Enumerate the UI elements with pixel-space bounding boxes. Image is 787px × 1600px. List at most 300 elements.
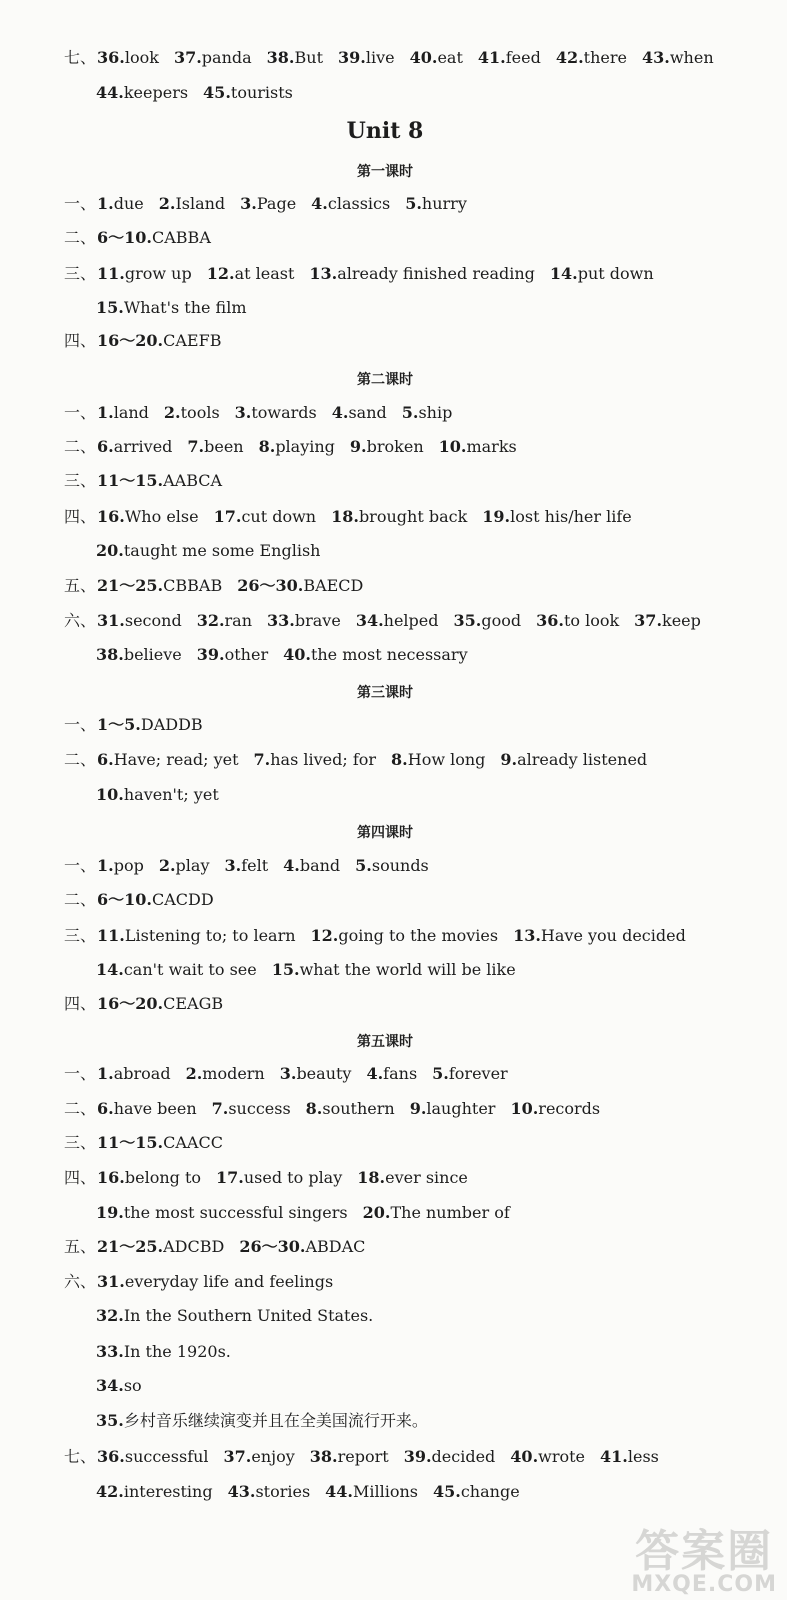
answer-text: to look — [563, 611, 620, 630]
answer-item — [355, 856, 429, 875]
answer-text: wrote — [538, 1447, 586, 1466]
question-number: 9. — [500, 750, 518, 769]
answer-line — [64, 1272, 348, 1292]
answer-item — [237, 576, 363, 595]
question-number: 11. — [97, 926, 125, 945]
answer-text: fans — [383, 1064, 418, 1083]
question-number: 14. — [96, 960, 124, 979]
answer-text: laughter — [426, 1099, 496, 1118]
answer-item — [410, 48, 463, 67]
answer-text: already finished reading — [337, 264, 535, 283]
answer-item — [634, 611, 701, 630]
answer-text: keepers — [123, 83, 189, 102]
answer-text: CBBAB — [163, 576, 223, 595]
watermark-logo: 答案圈 — [635, 1526, 774, 1577]
question-number: 42. — [96, 1482, 124, 1501]
answer-line — [64, 228, 226, 248]
answer-text: the most successful singers — [123, 1203, 348, 1222]
question-number: 43. — [642, 48, 670, 67]
answer-item — [363, 1203, 510, 1222]
answer-line — [64, 1099, 615, 1119]
answer-text: southern — [322, 1099, 395, 1118]
question-number: 31. — [97, 1272, 125, 1291]
question-number: 32. — [196, 611, 225, 630]
answer-item — [97, 331, 221, 350]
question-number: 33. — [96, 1342, 124, 1361]
answer-item — [556, 48, 627, 67]
answer-line — [96, 1482, 535, 1502]
answer-item — [159, 856, 210, 875]
answer-text: Millions — [353, 1482, 418, 1501]
answer-text: CABBA — [152, 228, 211, 247]
question-number: 9. — [349, 437, 367, 456]
section-marker: 二、 — [64, 437, 97, 456]
answer-text: BAECD — [303, 576, 364, 595]
answer-text: 乡村音乐继续演变并且在全美国流行开来。 — [123, 1411, 428, 1430]
answer-item — [97, 264, 192, 283]
answer-item — [404, 1447, 496, 1466]
question-number: 36. — [536, 611, 564, 630]
answer-item — [96, 1203, 348, 1222]
answer-item — [97, 715, 203, 734]
answer-item — [96, 960, 257, 979]
question-number: 44. — [325, 1482, 353, 1501]
answer-text: modern — [202, 1064, 265, 1083]
question-number: 42. — [555, 48, 584, 67]
section-marker: 三、 — [64, 471, 97, 490]
section-marker: 二、 — [64, 1099, 97, 1118]
question-number: 21～25. — [97, 1237, 164, 1256]
answer-line — [64, 264, 669, 284]
question-number: 10. — [96, 785, 124, 804]
answer-text: change — [460, 1482, 520, 1501]
answer-line — [64, 1133, 238, 1153]
question-number: 1. — [97, 194, 114, 213]
answer-item — [97, 507, 199, 526]
answer-item — [439, 437, 517, 456]
answer-item — [331, 507, 467, 526]
answer-text: tools — [180, 403, 220, 422]
question-number: 45. — [433, 1482, 461, 1501]
question-number: 2. — [158, 194, 176, 213]
question-number: 10. — [438, 437, 467, 456]
answer-text: helped — [383, 611, 439, 630]
answer-item — [325, 1482, 418, 1501]
answer-item — [97, 1064, 171, 1083]
answer-text: CEAGB — [163, 994, 224, 1013]
question-number: 12. — [206, 264, 235, 283]
answer-item — [410, 1099, 496, 1118]
answer-text: Listening to; to learn — [124, 926, 296, 945]
question-number: 6～10. — [97, 890, 152, 909]
answer-text: been — [204, 437, 244, 456]
answer-text: Page — [256, 194, 297, 213]
question-number: 11～15. — [97, 471, 164, 490]
answer-item — [338, 48, 395, 67]
answer-text: good — [481, 611, 522, 630]
answer-text: towards — [251, 403, 317, 422]
answer-item — [97, 890, 214, 909]
answer-item — [97, 48, 159, 67]
question-number: 1. — [97, 856, 114, 875]
answer-item — [97, 994, 223, 1013]
question-number: 20. — [96, 541, 124, 560]
answer-text: everyday life and feelings — [124, 1272, 334, 1291]
question-number: 31. — [97, 611, 125, 630]
answer-text: Who else — [124, 507, 199, 526]
answer-item — [536, 611, 619, 630]
answer-text: brave — [294, 611, 341, 630]
question-number: 38. — [96, 645, 124, 664]
answer-line — [64, 1064, 523, 1084]
question-number: 5. — [405, 194, 422, 213]
question-number: 14. — [549, 264, 578, 283]
section-marker: 二、 — [64, 228, 97, 247]
answer-item — [216, 1168, 342, 1187]
question-number: 8. — [258, 437, 276, 456]
answer-item — [97, 194, 144, 213]
question-number: 38. — [309, 1447, 338, 1466]
answer-text: CAEFB — [163, 331, 222, 350]
answer-line — [64, 994, 238, 1014]
question-number: 41. — [477, 48, 506, 67]
answer-text: grow up — [124, 264, 192, 283]
answer-item — [97, 750, 239, 769]
answer-line — [64, 403, 467, 423]
answer-text: due — [113, 194, 144, 213]
answer-text: taught me some English — [123, 541, 321, 560]
answer-line — [96, 645, 483, 665]
answer-text: ever since — [385, 1168, 468, 1187]
section-marker: 二、 — [64, 750, 97, 769]
answer-item — [96, 298, 247, 317]
question-number: 6. — [97, 1099, 114, 1118]
answer-text: used to play — [243, 1168, 343, 1187]
answer-text: DADDB — [140, 715, 203, 734]
answer-item — [224, 1447, 295, 1466]
answer-text: arrived — [113, 437, 173, 456]
answer-item — [96, 785, 219, 804]
answer-text: land — [113, 403, 149, 422]
answer-item — [96, 83, 188, 102]
answer-item — [212, 1099, 291, 1118]
answer-text: interesting — [123, 1482, 213, 1501]
answer-item — [478, 48, 541, 67]
answer-text: brought back — [358, 507, 468, 526]
answer-item — [432, 1064, 508, 1083]
answer-item — [405, 194, 467, 213]
answer-item — [96, 1411, 428, 1430]
question-number: 4. — [331, 403, 349, 422]
answer-item — [283, 645, 468, 664]
answer-text: Island — [175, 194, 226, 213]
question-number: 33. — [267, 611, 295, 630]
answer-text: have been — [113, 1099, 197, 1118]
answer-line — [64, 471, 237, 491]
question-number: 38. — [266, 48, 295, 67]
answer-item — [97, 926, 296, 945]
section-marker: 四、 — [64, 1168, 97, 1187]
question-number: 8. — [305, 1099, 323, 1118]
answer-item — [203, 83, 293, 102]
answer-text: successful — [124, 1447, 209, 1466]
question-number: 9. — [409, 1099, 427, 1118]
answer-item — [97, 1272, 333, 1291]
question-number: 18. — [331, 507, 359, 526]
question-number: 36. — [97, 48, 125, 67]
question-number: 4. — [283, 856, 300, 875]
section-marker: 一、 — [64, 856, 97, 875]
section-marker: 七、 — [64, 1447, 97, 1466]
answer-text: The number of — [390, 1203, 510, 1222]
section-marker: 三、 — [64, 926, 97, 945]
question-number: 16～20. — [97, 994, 164, 1013]
answer-item — [240, 194, 296, 213]
question-number: 6. — [97, 437, 114, 456]
answer-item — [454, 611, 522, 630]
answer-text: beauty — [296, 1064, 352, 1083]
answer-item — [96, 645, 182, 664]
section-marker: 七、 — [64, 48, 97, 67]
answer-text: believe — [123, 645, 182, 664]
answer-item — [97, 1133, 223, 1152]
answer-item — [357, 1168, 468, 1187]
answer-text: going to the movies — [338, 926, 499, 945]
answer-text: at least — [234, 264, 295, 283]
watermark-url: MXQE.COM — [631, 1572, 777, 1597]
answer-text: CAACC — [163, 1133, 223, 1152]
answer-item — [97, 856, 144, 875]
answer-item — [96, 541, 320, 560]
answer-line — [64, 611, 716, 631]
question-number: 20. — [362, 1203, 391, 1222]
answer-line — [64, 48, 729, 68]
answer-text: broken — [366, 437, 424, 456]
answer-text: marks — [466, 437, 517, 456]
answer-line — [64, 437, 532, 457]
answer-text: play — [175, 856, 210, 875]
answer-line — [64, 1168, 483, 1188]
answer-line — [64, 750, 662, 770]
question-number: 3. — [234, 403, 252, 422]
answer-item — [283, 856, 340, 875]
answer-line — [96, 83, 308, 103]
answer-item — [97, 1168, 201, 1187]
answer-line — [96, 1376, 157, 1396]
answer-text: cut down — [241, 507, 317, 526]
answer-line — [64, 890, 229, 910]
question-number: 7. — [253, 750, 271, 769]
question-number: 10. — [510, 1099, 539, 1118]
answer-item — [164, 403, 220, 422]
question-number: 21～25. — [97, 576, 164, 595]
question-number: 12. — [310, 926, 339, 945]
section-marker: 三、 — [64, 1133, 97, 1152]
answer-item — [642, 48, 714, 67]
answer-line — [64, 194, 482, 214]
lesson-heading-5: 第五课时 — [357, 1034, 413, 1050]
answer-line — [96, 1342, 246, 1362]
answer-text: success — [228, 1099, 291, 1118]
question-number: 3. — [279, 1064, 297, 1083]
answer-line — [64, 926, 701, 946]
section-marker: 四、 — [64, 331, 97, 350]
question-number: 37. — [634, 611, 663, 630]
question-number: 11. — [97, 264, 125, 283]
answer-item — [482, 507, 631, 526]
answer-line — [64, 331, 236, 351]
answer-item — [97, 1447, 209, 1466]
answer-text: sand — [348, 403, 387, 422]
answer-line — [64, 1237, 380, 1257]
answer-item — [350, 437, 424, 456]
answer-text: ADCBD — [163, 1237, 225, 1256]
answer-item — [187, 437, 243, 456]
question-number: 6. — [97, 750, 114, 769]
watermark — [631, 1526, 777, 1597]
question-number: 34. — [355, 611, 384, 630]
question-number: 15. — [271, 960, 300, 979]
answer-text: How long — [407, 750, 486, 769]
section-marker: 一、 — [64, 715, 97, 734]
answer-item — [254, 750, 377, 769]
answer-text: But — [294, 48, 323, 67]
question-number: 16. — [97, 507, 125, 526]
question-number: 45. — [203, 83, 231, 102]
answer-text: records — [538, 1099, 601, 1118]
answer-item — [500, 750, 647, 769]
answer-text: second — [124, 611, 182, 630]
answer-item — [356, 611, 439, 630]
answer-text: panda — [201, 48, 252, 67]
answer-item — [433, 1482, 520, 1501]
answer-text: already listened — [517, 750, 648, 769]
unit-title: Unit 8 — [346, 118, 424, 144]
answer-text: lost his/her life — [510, 507, 632, 526]
answer-text: can't wait to see — [123, 960, 257, 979]
question-number: 17. — [216, 1168, 244, 1187]
answer-item — [96, 1376, 142, 1395]
answer-text: haven't; yet — [123, 785, 219, 804]
answer-text: feed — [505, 48, 541, 67]
question-number: 35. — [96, 1411, 124, 1430]
question-number: 1. — [97, 1064, 114, 1083]
section-marker: 二、 — [64, 890, 97, 909]
question-number: 13. — [309, 264, 338, 283]
question-number: 17. — [213, 507, 242, 526]
answer-line — [64, 507, 647, 527]
answer-text: In the Southern United States. — [123, 1306, 374, 1325]
answer-text: decided — [431, 1447, 496, 1466]
answer-item — [174, 48, 252, 67]
answer-text: abroad — [113, 1064, 171, 1083]
answer-text: when — [669, 48, 714, 67]
answer-item — [97, 471, 222, 490]
question-number: 32. — [96, 1306, 124, 1325]
answer-text: Have; read; yet — [113, 750, 239, 769]
answer-text: less — [627, 1447, 659, 1466]
answer-text: live — [365, 48, 395, 67]
answer-text: what the world will be like — [299, 960, 516, 979]
answer-text: has lived; for — [270, 750, 377, 769]
answer-text: hurry — [421, 194, 467, 213]
question-number: 40. — [409, 48, 438, 67]
question-number: 40. — [283, 645, 311, 664]
answer-text: put down — [577, 264, 654, 283]
answer-text: eat — [437, 48, 463, 67]
question-number: 19. — [96, 1203, 124, 1222]
answer-item — [239, 1237, 365, 1256]
section-marker: 一、 — [64, 403, 97, 422]
section-marker: 一、 — [64, 194, 97, 213]
question-number: 16. — [97, 1168, 125, 1187]
question-number: 3. — [224, 856, 242, 875]
question-number: 26～30. — [237, 576, 304, 595]
answer-item — [267, 48, 323, 67]
answer-item — [97, 437, 172, 456]
question-number: 3. — [240, 194, 257, 213]
section-marker: 六、 — [64, 611, 97, 630]
answer-text: felt — [241, 856, 269, 875]
question-number: 39. — [338, 48, 366, 67]
answer-item — [97, 576, 222, 595]
section-marker: 五、 — [64, 1237, 97, 1256]
answer-item — [600, 1447, 659, 1466]
answer-item — [267, 611, 341, 630]
question-number: 35. — [453, 611, 482, 630]
question-number: 44. — [96, 83, 124, 102]
answer-item — [280, 1064, 352, 1083]
question-number: 7. — [211, 1099, 229, 1118]
answer-text: keep — [662, 611, 701, 630]
answer-text: ABDAC — [305, 1237, 366, 1256]
question-number: 34. — [96, 1376, 124, 1395]
answer-item — [306, 1099, 395, 1118]
answer-item — [197, 611, 252, 630]
answer-item — [197, 645, 268, 664]
answer-text: classics — [327, 194, 391, 213]
question-number: 5. — [401, 403, 419, 422]
question-number: 36. — [97, 1447, 125, 1466]
section-marker: 三、 — [64, 264, 97, 283]
answer-text: enjoy — [251, 1447, 295, 1466]
answer-item — [391, 750, 485, 769]
answer-item — [309, 264, 535, 283]
answer-line — [96, 1203, 525, 1223]
question-number: 2. — [158, 856, 176, 875]
answer-text: playing — [275, 437, 335, 456]
answer-text: stories — [255, 1482, 311, 1501]
answer-text: report — [337, 1447, 389, 1466]
question-number: 2. — [163, 403, 181, 422]
question-number: 39. — [403, 1447, 432, 1466]
answer-text: the most necessary — [310, 645, 468, 664]
answer-text: AABCA — [163, 471, 223, 490]
question-number: 37. — [173, 48, 202, 67]
answer-item — [97, 403, 149, 422]
question-number: 7. — [187, 437, 205, 456]
answer-item — [97, 228, 211, 247]
answer-line — [96, 298, 262, 318]
question-number: 1～5. — [97, 715, 141, 734]
answer-item — [97, 611, 182, 630]
question-number: 15. — [96, 298, 124, 317]
answer-item — [159, 194, 225, 213]
answer-text: pop — [113, 856, 144, 875]
answer-text: other — [224, 645, 269, 664]
answer-text: tourists — [230, 83, 293, 102]
answer-line — [96, 1411, 443, 1431]
